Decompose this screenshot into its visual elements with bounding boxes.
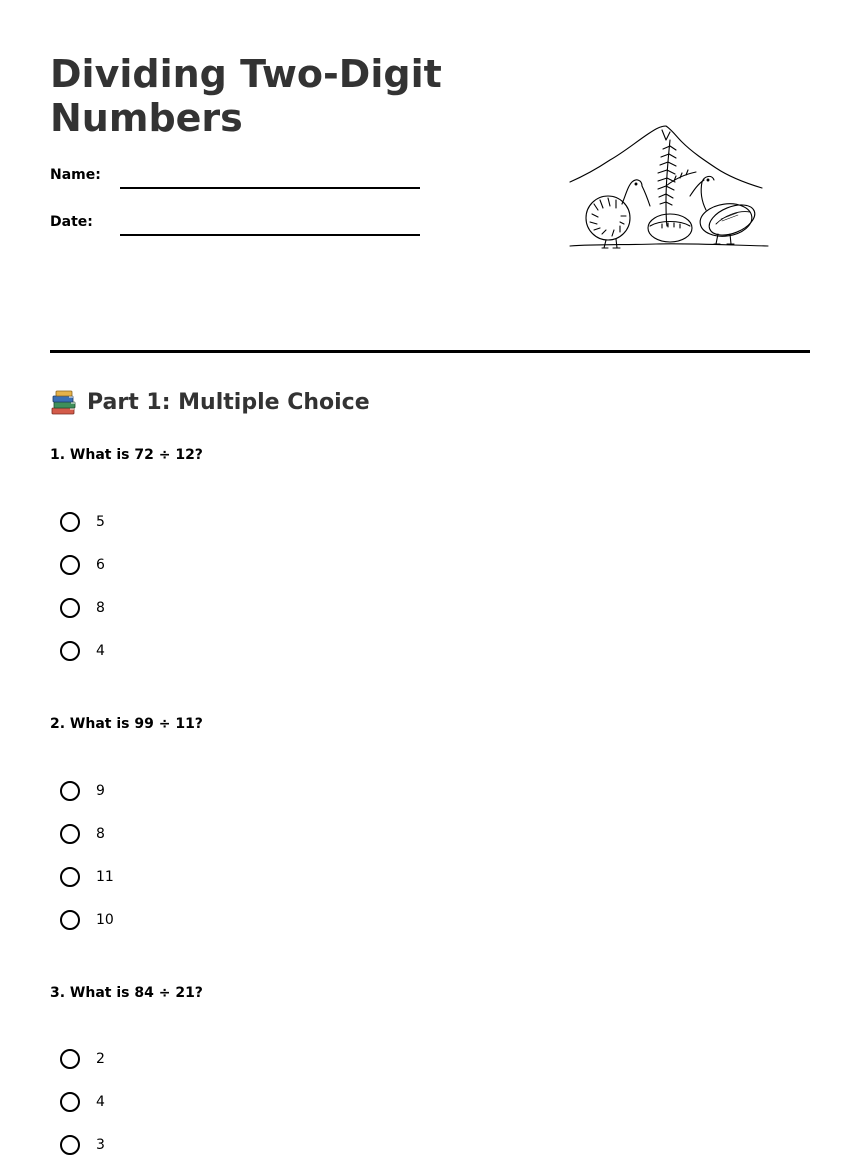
question-1-option-3[interactable] (60, 595, 105, 621)
question-3-option-2[interactable] (60, 1089, 105, 1115)
radio-button[interactable] (60, 781, 80, 801)
kiwi-mountain-illustration (566, 120, 772, 254)
option-label: 3 (96, 1137, 105, 1153)
option-label: 11 (96, 869, 114, 885)
question-2-option-3[interactable] (60, 864, 114, 890)
option-label: 2 (96, 1051, 105, 1067)
radio-button[interactable] (60, 1049, 80, 1069)
question-2: 2. What is 99 ÷ 11? (50, 716, 203, 732)
part1-title: Part 1: Multiple Choice (87, 390, 370, 415)
radio-button[interactable] (60, 512, 80, 532)
radio-button[interactable] (60, 1092, 80, 1112)
radio-button[interactable] (60, 641, 80, 661)
radio-button[interactable] (60, 910, 80, 930)
worksheet-title: Dividing Two-Digit Numbers (50, 52, 442, 140)
name-field-line[interactable] (120, 187, 420, 189)
radio-button[interactable] (60, 1135, 80, 1155)
question-2-option-1[interactable] (60, 778, 105, 804)
option-label: 5 (96, 514, 105, 530)
option-label: 8 (96, 600, 105, 616)
option-label: 9 (96, 783, 105, 799)
option-label: 4 (96, 1094, 105, 1110)
radio-button[interactable] (60, 867, 80, 887)
option-label: 6 (96, 557, 105, 573)
question-3-option-1[interactable] (60, 1046, 105, 1072)
question-1: 1. What is 72 ÷ 12? (50, 447, 203, 463)
books-icon (50, 390, 78, 416)
name-label: Name: (50, 167, 101, 183)
question-1-option-1[interactable] (60, 509, 105, 535)
option-label: 4 (96, 643, 105, 659)
question-3-option-3[interactable] (60, 1132, 105, 1158)
date-field-line[interactable] (120, 234, 420, 236)
option-label: 8 (96, 826, 105, 842)
question-3: 3. What is 84 ÷ 21? (50, 985, 203, 1001)
question-1-option-2[interactable] (60, 552, 105, 578)
question-2-option-4[interactable] (60, 907, 114, 933)
date-label: Date: (50, 214, 93, 230)
radio-button[interactable] (60, 555, 80, 575)
option-label: 10 (96, 912, 114, 928)
radio-button[interactable] (60, 598, 80, 618)
radio-button[interactable] (60, 824, 80, 844)
part1-heading (50, 388, 370, 418)
question-1-option-4[interactable] (60, 638, 105, 664)
question-2-option-2[interactable] (60, 821, 105, 847)
section-divider (50, 350, 810, 353)
